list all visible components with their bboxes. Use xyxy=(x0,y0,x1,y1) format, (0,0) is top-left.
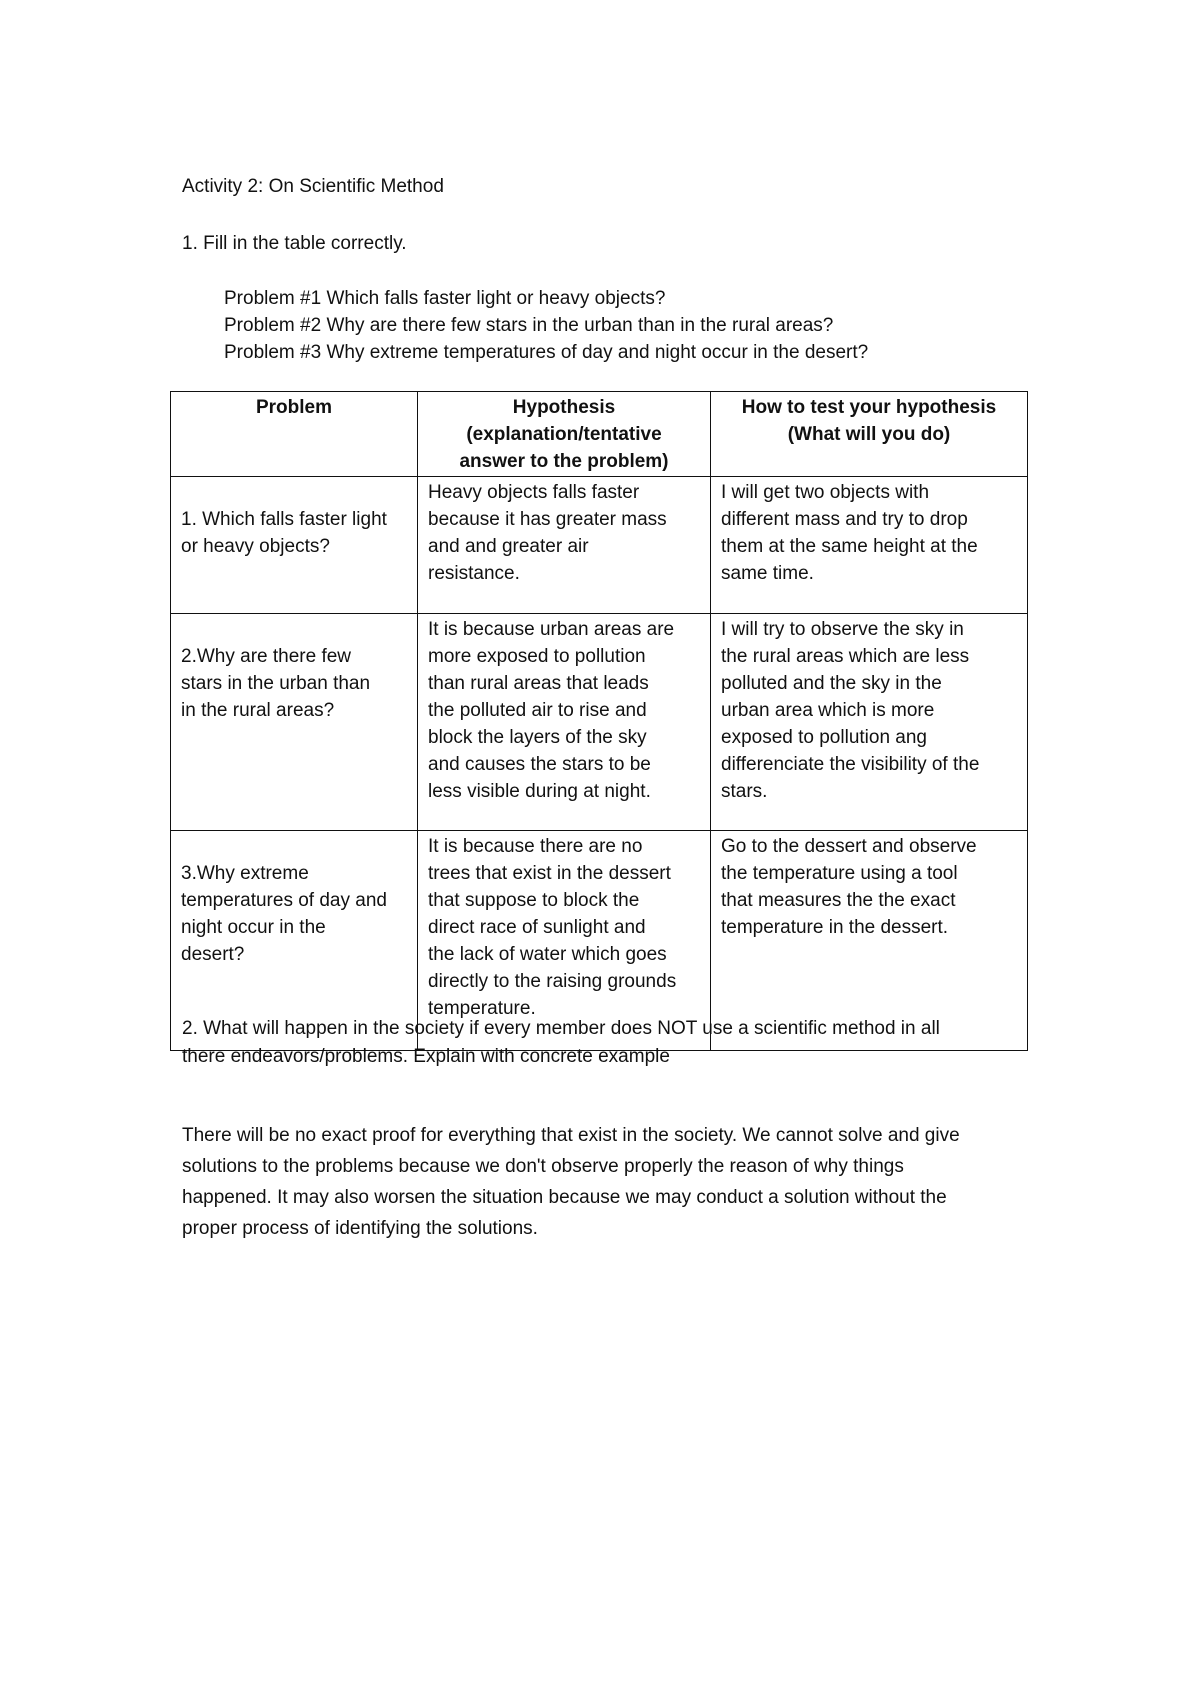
cell-test: Go to the dessert and observe the temperature using a tool that measures the the exact temperature in the dessert. xyxy=(711,831,1028,1051)
cell-problem: 3.Why extreme temperatures of day and night occur in the desert? xyxy=(171,831,418,1051)
cell-test: I will try to observe the sky in the rural areas which are less polluted and the sky in the urban area which is more exposed to pollution ang differenciate the visibility of the stars. xyxy=(711,614,1028,831)
header-problem: Problem xyxy=(171,392,418,477)
cell-hypothesis: It is because urban areas are more exposed to pollution than rural areas that leads the polluted air to rise and block the layers of the sky and causes the stars to be less visible during at night. xyxy=(418,614,711,831)
answer-paragraph: There will be no exact proof for everything that exist in the society. We cannot solve and give solutions to the problems because we don't observe properly the reason of why things happened. It may also worsen the situation because we may conduct a solution without the proper process of identifying the solutions. xyxy=(182,1125,960,1239)
problem-statement-3: Problem #3 Why extreme temperatures of day and night occur in the desert? xyxy=(224,342,869,363)
cell-problem: 2.Why are there few stars in the urban than in the rural areas? xyxy=(171,614,418,831)
cell-hypothesis: Heavy objects falls faster because it has greater mass and and greater air resistance. xyxy=(418,477,711,614)
question-1: 1. Fill in the table correctly. xyxy=(182,233,407,254)
cell-problem: 1. Which falls faster light or heavy objects? xyxy=(171,477,418,614)
problem-statement-2: Problem #2 Why are there few stars in the urban than in the rural areas? xyxy=(224,315,834,336)
table-row xyxy=(171,477,1028,614)
header-how-to-test: How to test your hypothesis (What will you do) xyxy=(711,392,1028,477)
cell-test: I will get two objects with different mass and try to drop them at the same height at the same time. xyxy=(711,477,1028,614)
activity-title: Activity 2: On Scientific Method xyxy=(182,176,444,197)
cell-hypothesis: It is because there are no trees that exist in the dessert that suppose to block the direct race of sunlight and the lack of water which goes directly to the raising grounds temperature. xyxy=(418,831,711,1051)
table-row xyxy=(171,614,1028,831)
problem-statement-1: Problem #1 Which falls faster light or heavy objects? xyxy=(224,288,666,309)
table-header-row xyxy=(171,392,1028,477)
scientific-method-table xyxy=(170,391,1028,1051)
problem-list xyxy=(224,285,868,366)
question-2: 2. What will happen in the society if every member does NOT use a scientific method in all there endeavors/problems. Explain with concrete example xyxy=(182,1018,940,1067)
header-hypothesis: Hypothesis (explanation/tentative answer to the problem) xyxy=(418,392,711,477)
